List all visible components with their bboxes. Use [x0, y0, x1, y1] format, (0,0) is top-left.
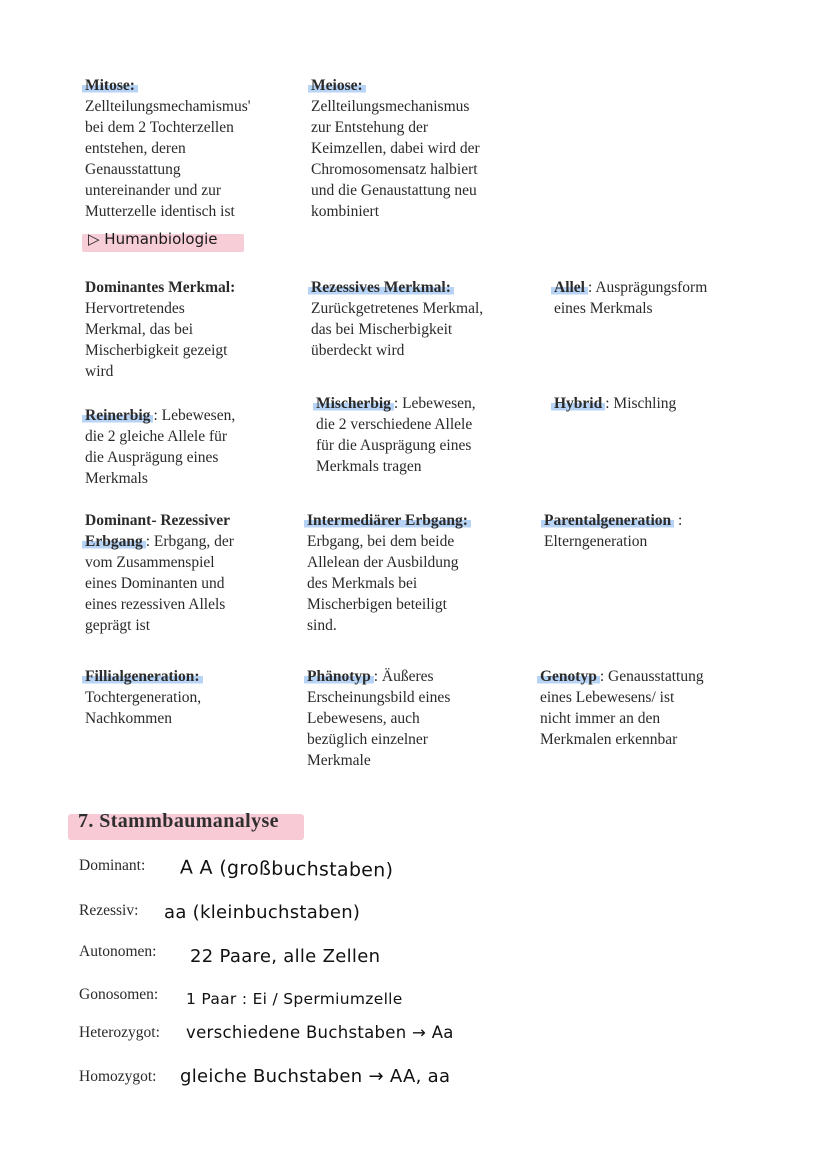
- term-line: des Merkmals bei: [307, 575, 418, 592]
- term-line: Erscheinungsbild eines: [307, 689, 451, 706]
- term-line: Merkmalen erkennbar: [540, 731, 678, 748]
- term-title: Dominant- Rezessiver: [85, 512, 231, 529]
- row-value: aa (kleinbuchstaben): [164, 902, 361, 923]
- term-line: Lebewesens, auch: [307, 710, 420, 727]
- term-line: Merkmal, das bei: [85, 321, 194, 338]
- term-line: eines rezessiven Allels: [85, 596, 226, 613]
- term-hybrid: [554, 393, 754, 414]
- term-title: Mischerbig: [313, 395, 394, 412]
- row-label: Gonosomen:: [79, 986, 159, 1003]
- term-line: Mischerbigen beteiligt: [307, 596, 447, 613]
- term-meiose: [311, 75, 541, 222]
- term-rest: : Mischling: [605, 395, 677, 412]
- term-rest: : Äußeres: [373, 668, 434, 685]
- term-line: Genausstattung: [85, 161, 181, 178]
- term-line: Merkmale: [307, 752, 371, 769]
- term-line: Chromosomensatz halbiert: [311, 161, 478, 178]
- term-title: Fillialgeneration:: [82, 668, 203, 685]
- term-phaenotyp: [307, 666, 527, 771]
- term-line: Keimzellen, dabei wird der: [311, 140, 480, 157]
- term-mischerbig: [316, 393, 536, 477]
- term-title: Parentalgeneration: [541, 512, 674, 529]
- term-title: Hybrid: [551, 395, 605, 412]
- term-fillialgeneration: [85, 666, 285, 729]
- term-rest: : Ausprägungsform: [588, 279, 708, 296]
- term-title: Allel: [551, 279, 588, 296]
- term-intermediaerer-erbgang: [307, 510, 532, 636]
- term-title: Genotyp: [537, 668, 600, 685]
- term-reinerbig: [85, 405, 285, 489]
- term-line: Merkmals: [85, 470, 148, 487]
- row-label: Heterozygot:: [79, 1024, 160, 1041]
- term-line: bezüglich einzelner: [307, 731, 428, 748]
- row-value: 1 Paar : Ei / Spermiumzelle: [186, 990, 403, 1008]
- term-line: für die Ausprägung eines: [316, 437, 472, 454]
- term-line: und die Genaustattung neu: [311, 182, 477, 199]
- term-title: Mitose:: [82, 77, 138, 94]
- term-line: die Ausprägung eines: [85, 449, 219, 466]
- row-label: Dominant:: [79, 857, 146, 874]
- term-line: Allelean der Ausbildung: [307, 554, 459, 571]
- term-line: eines Merkmals: [554, 300, 653, 317]
- section-heading: [68, 808, 308, 842]
- term-line: eines Dominanten und: [85, 575, 225, 592]
- term-mitose: [85, 75, 295, 222]
- term-title: Phänotyp: [304, 668, 374, 685]
- row-label: Autonomen:: [79, 943, 157, 960]
- term-line: die 2 gleiche Allele für: [85, 428, 228, 445]
- term-line: geprägt ist: [85, 617, 150, 634]
- term-title: Rezessives Merkmal:: [308, 279, 454, 296]
- term-line: Nachkommen: [85, 710, 172, 727]
- term-line: Merkmals tragen: [316, 458, 422, 475]
- term-line: bei dem 2 Tochterzellen: [85, 119, 234, 136]
- term-line: sind.: [307, 617, 337, 634]
- term-title: Dominantes Merkmal:: [85, 279, 236, 296]
- term-line: zur Entstehung der: [311, 119, 429, 136]
- term-rest: : Genausstattung: [599, 668, 704, 685]
- term-line: Mutterzelle identisch ist: [85, 203, 235, 220]
- term-line: das bei Mischerbigkeit: [311, 321, 453, 338]
- term-rest: : Lebewesen,: [153, 407, 236, 424]
- term-line: untereinander und zur: [85, 182, 221, 199]
- term-line: vom Zusammenspiel: [85, 554, 215, 571]
- term-line: nicht immer an den: [540, 710, 661, 727]
- term-genotyp: [540, 666, 760, 750]
- row-label: Homozygot:: [79, 1068, 157, 1085]
- term-rezessives-merkmal: [311, 277, 536, 361]
- term-dominantes-merkmal: [85, 277, 285, 382]
- term-line: Elterngeneration: [544, 533, 648, 550]
- term-line: Tochtergeneration,: [85, 689, 202, 706]
- term-line: die 2 verschiedene Allele: [316, 416, 473, 433]
- term-title: Meiose:: [308, 77, 366, 94]
- row-value: 22 Paare, alle Zellen: [190, 946, 381, 967]
- row-value: verschiedene Buchstaben → Aa: [186, 1023, 454, 1042]
- term-line: entstehen, deren: [85, 140, 186, 157]
- term-rest: : Erbgang, der: [145, 533, 234, 550]
- term-rest: : Lebewesen,: [393, 395, 476, 412]
- term-title: Reinerbig: [82, 407, 153, 424]
- term-line: Mischerbigkeit gezeigt: [85, 342, 228, 359]
- term-parentalgeneration: [544, 510, 764, 552]
- term-dominant-rezessiver-erbgang: [85, 510, 285, 636]
- term-line: Hervortretendes: [85, 300, 185, 317]
- term-title: Intermediärer Erbgang:: [304, 512, 471, 529]
- term-line: Zellteilungsmechanismus: [311, 98, 470, 115]
- term-line: kombiniert: [311, 203, 380, 220]
- humanbiologie-note: [82, 230, 244, 252]
- term-line: wird: [85, 363, 114, 380]
- row-label: Rezessiv:: [79, 902, 139, 919]
- term-title: Erbgang: [82, 533, 146, 550]
- term-line: Erbgang, bei dem beide: [307, 533, 455, 550]
- row-value: A A (großbuchstaben): [179, 856, 394, 882]
- row-value: gleiche Buchstaben → AA, aa: [180, 1066, 451, 1087]
- term-line: überdeckt wird: [311, 342, 405, 359]
- term-rest: :: [674, 512, 683, 529]
- term-line: Zellteilungsmechamismus': [85, 98, 251, 115]
- handwritten-text: ▷ Humanbiologie: [88, 230, 218, 248]
- term-line: eines Lebewesens/ ist: [540, 689, 675, 706]
- term-allel: [554, 277, 754, 319]
- section-title: 7. Stammbaumanalyse: [78, 810, 279, 832]
- term-line: Zurückgetretenes Merkmal,: [311, 300, 484, 317]
